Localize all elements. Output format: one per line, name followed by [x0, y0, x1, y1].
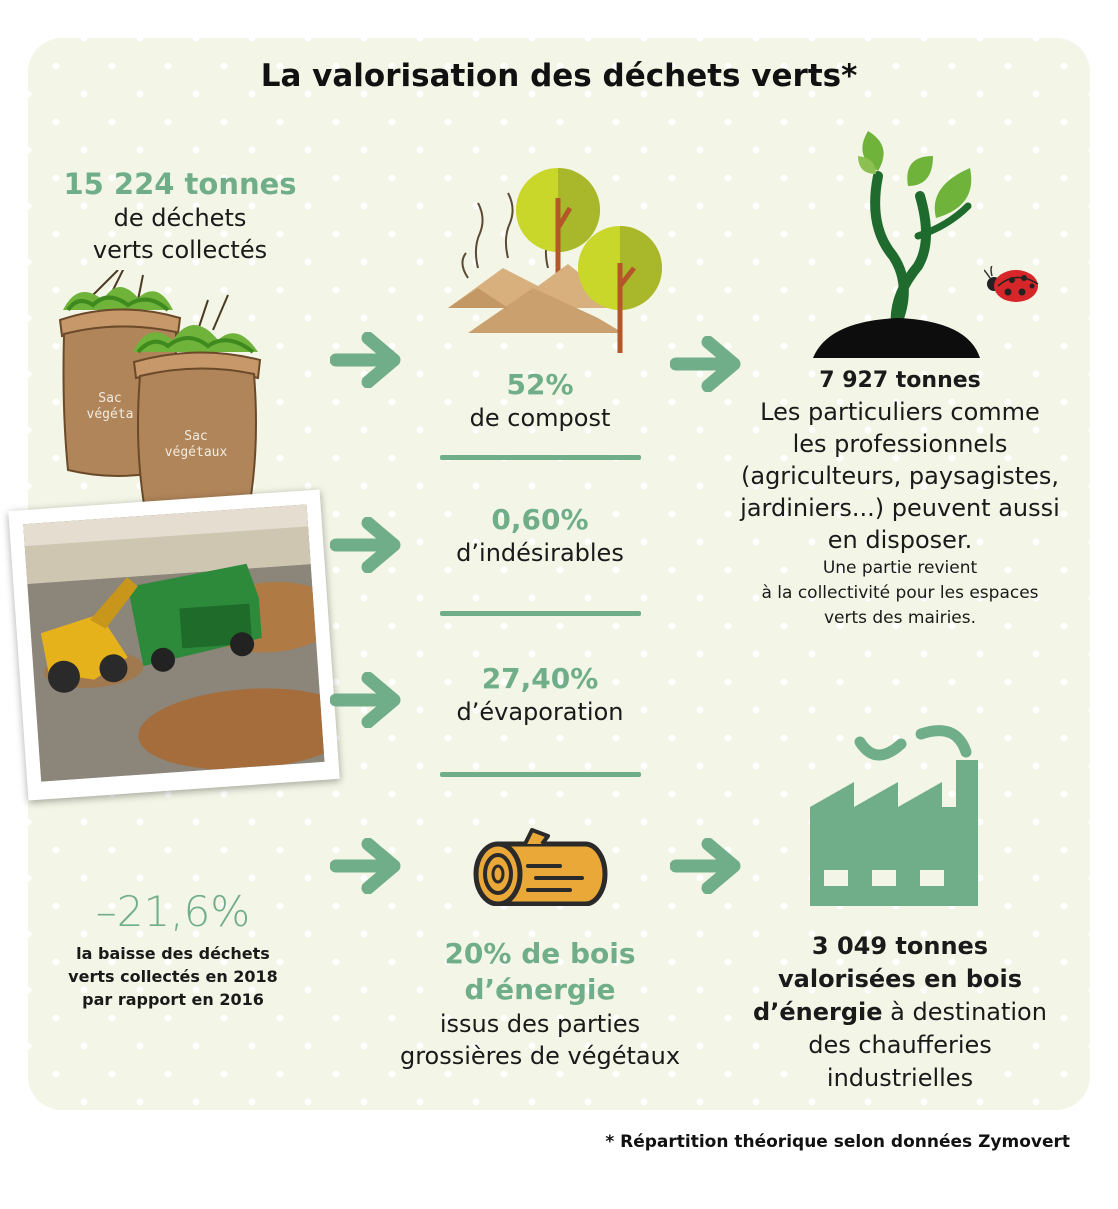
arrow-right-icon [670, 838, 746, 894]
flow-energy-pct-line1: 20% de bois [444, 937, 636, 970]
flow-energy-wood [390, 936, 690, 1072]
arrow-right-icon [330, 517, 406, 573]
separator [440, 611, 641, 616]
flow-evaporation-label: d’évaporation [456, 698, 624, 726]
compost-result-line: les professionnels [792, 430, 1008, 458]
shredder-photo [8, 489, 339, 800]
flow-undesirables-pct: 0,60% [491, 503, 589, 536]
flow-energy-label-line2: grossières de végétaux [399, 1042, 681, 1070]
flow-evaporation-pct: 27,40% [481, 662, 599, 695]
compost-trees-icon [448, 168, 668, 353]
compost-result-note: à la collectivité pour les espaces [761, 583, 1039, 603]
compost-result-amount: 7 927 tonnes [819, 368, 981, 393]
compost-result-line: jardiniers...) peuvent aussi [740, 494, 1060, 522]
compost-result-note: Une partie revient [822, 558, 978, 578]
svg-text:Sac: Sac [98, 391, 122, 406]
flow-undesirables-label: d’indésirables [456, 539, 624, 567]
decrease-line: par rapport en 2016 [82, 990, 264, 1009]
collected-block [40, 166, 320, 266]
flow-energy-label-line1: issus des parties [439, 1010, 641, 1038]
flow-compost-label: de compost [469, 404, 611, 432]
flow-compost [440, 368, 640, 434]
footnote: * Répartition théorique selon données Zymovert [605, 1132, 1070, 1152]
compost-result [720, 366, 1080, 631]
compost-result-note: verts des mairies. [823, 608, 977, 628]
svg-text:Sac: Sac [184, 429, 208, 444]
separator [440, 772, 641, 777]
energy-result-line3-bold: d’énergie [753, 998, 883, 1026]
decrease-line: verts collectés en 2018 [68, 967, 278, 986]
log-icon [470, 826, 610, 906]
collected-line2: verts collectés [92, 236, 268, 264]
energy-result-line3 [730, 996, 1070, 1029]
energy-result-line2: valorisées en bois [778, 965, 1022, 993]
flow-compost-pct: 52% [506, 368, 574, 401]
energy-result-line1: 3 049 tonnes [811, 932, 989, 960]
collected-line1: de déchets [113, 204, 247, 232]
collected-amount: 15 224 tonnes [63, 167, 297, 201]
decrease-block [58, 888, 288, 1011]
separator [440, 455, 641, 460]
energy-result-line3-rest: à destination [882, 998, 1047, 1026]
svg-text:végéta: végéta [86, 407, 134, 422]
decrease-value: –21,6% [95, 887, 251, 936]
arrow-right-icon [330, 332, 406, 388]
compost-result-line: Les particuliers comme [760, 398, 1040, 426]
arrow-right-icon [330, 672, 406, 728]
decrease-line: la baisse des déchets [76, 944, 270, 963]
page-title: La valorisation des déchets verts* [260, 58, 858, 94]
flow-undesirables [420, 503, 660, 569]
energy-result-line5: industrielles [826, 1064, 974, 1092]
flow-energy-pct-line2: d’énergie [464, 973, 616, 1006]
factory-icon [806, 722, 984, 906]
arrow-right-icon [330, 838, 406, 894]
compost-result-line: (agriculteurs, paysagistes, [741, 462, 1059, 490]
svg-text:végétaux: végétaux [164, 445, 228, 460]
plant-sprout-icon [808, 126, 988, 358]
compost-result-line: en disposer. [827, 526, 973, 554]
ladybug-icon [984, 266, 1042, 306]
flow-evaporation [420, 662, 660, 728]
energy-result [730, 930, 1070, 1095]
energy-result-line4: des chaufferies [808, 1031, 992, 1059]
